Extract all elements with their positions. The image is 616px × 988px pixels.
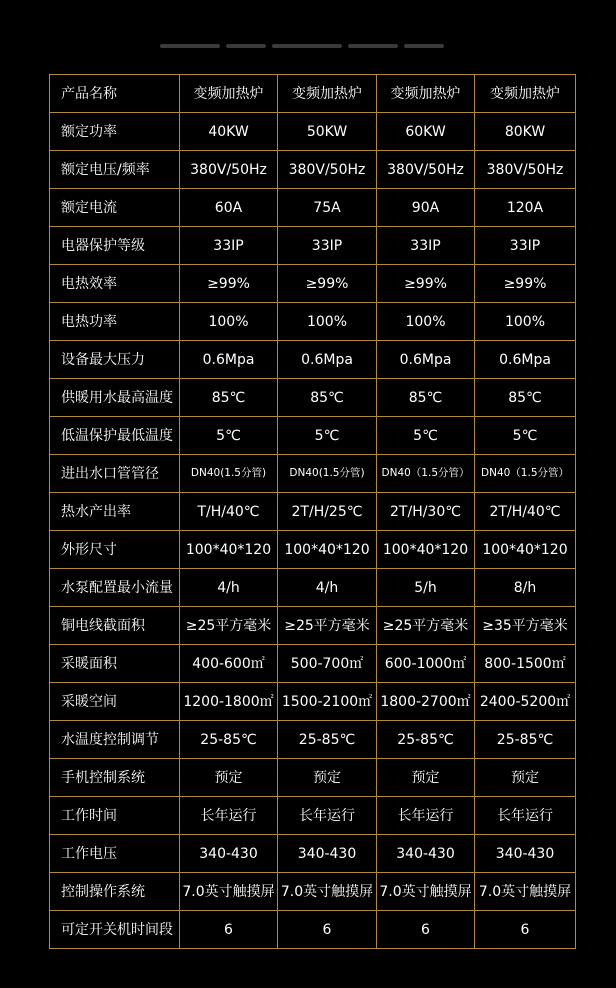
table-row [50, 417, 576, 455]
table-cell: 800-1500㎡ [475, 645, 576, 683]
row-label: 额定功率 [50, 113, 180, 151]
table-cell: 85℃ [278, 379, 377, 417]
table-row [50, 379, 576, 417]
table-row [50, 113, 576, 151]
table-cell: 5℃ [377, 417, 475, 455]
row-label: 工作电压 [50, 835, 180, 873]
table-cell: DN40（1.5分管） [377, 455, 475, 493]
table-cell: 5℃ [278, 417, 377, 455]
table-row [50, 303, 576, 341]
table-cell: 50KW [278, 113, 377, 151]
table-cell: 6 [278, 911, 377, 949]
table-cell: ≥99% [180, 265, 278, 303]
table-cell: 40KW [180, 113, 278, 151]
table-cell: 60KW [377, 113, 475, 151]
table-cell: 6 [475, 911, 576, 949]
table-cell: 25-85℃ [377, 721, 475, 759]
table-cell: DN40(1.5分管) [180, 455, 278, 493]
table-cell: 0.6Mpa [475, 341, 576, 379]
table-cell: 变频加热炉 [180, 75, 278, 113]
table-row [50, 227, 576, 265]
row-label: 采暖空间 [50, 683, 180, 721]
row-label: 水温度控制调节 [50, 721, 180, 759]
table-cell: 预定 [180, 759, 278, 797]
table-cell: 100% [180, 303, 278, 341]
table-cell: 2T/H/40℃ [475, 493, 576, 531]
row-label: 设备最大压力 [50, 341, 180, 379]
table-row [50, 455, 576, 493]
table-cell: 500-700㎡ [278, 645, 377, 683]
row-label: 可定开关机时间段 [50, 911, 180, 949]
table-row [50, 759, 576, 797]
row-label: 工作时间 [50, 797, 180, 835]
table-cell: 2400-5200㎡ [475, 683, 576, 721]
table-cell: 4/h [180, 569, 278, 607]
table-row [50, 151, 576, 189]
table-cell: 33IP [278, 227, 377, 265]
table-cell: 预定 [475, 759, 576, 797]
table-row [50, 911, 576, 949]
row-label: 额定电压/频率 [50, 151, 180, 189]
table-cell: 380V/50Hz [377, 151, 475, 189]
table-cell: 380V/50Hz [180, 151, 278, 189]
row-label: 进出水口管管径 [50, 455, 180, 493]
row-label: 低温保护最低温度 [50, 417, 180, 455]
table-row [50, 265, 576, 303]
table-cell: 7.0英寸触摸屏 [377, 873, 475, 911]
row-label: 外形尺寸 [50, 531, 180, 569]
table-cell: ≥25平方毫米 [180, 607, 278, 645]
table-cell: 变频加热炉 [475, 75, 576, 113]
table-cell: 0.6Mpa [278, 341, 377, 379]
table-cell: 8/h [475, 569, 576, 607]
table-cell: 7.0英寸触摸屏 [180, 873, 278, 911]
table-cell: 25-85℃ [180, 721, 278, 759]
table-cell: 340-430 [180, 835, 278, 873]
table-cell: 90A [377, 189, 475, 227]
row-label: 供暖用水最高温度 [50, 379, 180, 417]
table-row [50, 683, 576, 721]
table-cell: 340-430 [475, 835, 576, 873]
row-label: 采暖面积 [50, 645, 180, 683]
table-cell: 85℃ [475, 379, 576, 417]
table-cell: ≥99% [475, 265, 576, 303]
table-cell: 75A [278, 189, 377, 227]
row-label: 热水产出率 [50, 493, 180, 531]
table-row [50, 835, 576, 873]
table-cell: 100*40*120 [377, 531, 475, 569]
table-cell: 60A [180, 189, 278, 227]
table-row [50, 531, 576, 569]
table-cell: 2T/H/30℃ [377, 493, 475, 531]
table-cell: 380V/50Hz [278, 151, 377, 189]
table-row [50, 721, 576, 759]
table-cell: 100% [475, 303, 576, 341]
table-row [50, 797, 576, 835]
table-cell: 380V/50Hz [475, 151, 576, 189]
table-cell: ≥25平方毫米 [377, 607, 475, 645]
table-cell: 长年运行 [180, 797, 278, 835]
table-cell: 长年运行 [377, 797, 475, 835]
table-cell: 6 [180, 911, 278, 949]
table-cell: 7.0英寸触摸屏 [278, 873, 377, 911]
table-cell: 5/h [377, 569, 475, 607]
table-cell: 25-85℃ [278, 721, 377, 759]
row-label: 水泵配置最小流量 [50, 569, 180, 607]
row-label: 电器保护等级 [50, 227, 180, 265]
table-cell: 4/h [278, 569, 377, 607]
table-cell: 33IP [475, 227, 576, 265]
table-cell: 33IP [377, 227, 475, 265]
table-row [50, 607, 576, 645]
table-cell: 变频加热炉 [278, 75, 377, 113]
table-cell: 85℃ [377, 379, 475, 417]
table-cell: 120A [475, 189, 576, 227]
table-cell: 7.0英寸触摸屏 [475, 873, 576, 911]
table-cell: 长年运行 [475, 797, 576, 835]
table-cell: 5℃ [180, 417, 278, 455]
table-cell: 2T/H/25℃ [278, 493, 377, 531]
spec-table-body [50, 75, 576, 949]
table-cell: ≥25平方毫米 [278, 607, 377, 645]
table-cell: 1500-2100㎡ [278, 683, 377, 721]
table-row [50, 645, 576, 683]
row-label: 控制操作系统 [50, 873, 180, 911]
table-row [50, 75, 576, 113]
table-cell: 预定 [377, 759, 475, 797]
table-cell: 变频加热炉 [377, 75, 475, 113]
table-cell: 340-430 [377, 835, 475, 873]
table-cell: 预定 [278, 759, 377, 797]
table-row [50, 569, 576, 607]
row-label: 产品名称 [50, 75, 180, 113]
table-cell: 340-430 [278, 835, 377, 873]
table-cell: 100% [278, 303, 377, 341]
table-cell: 100*40*120 [475, 531, 576, 569]
row-label: 铜电线截面积 [50, 607, 180, 645]
table-cell: 600-1000㎡ [377, 645, 475, 683]
table-cell: 100*40*120 [180, 531, 278, 569]
table-cell: ≥99% [377, 265, 475, 303]
table-cell: 400-600㎡ [180, 645, 278, 683]
table-cell: 100% [377, 303, 475, 341]
table-cell: 85℃ [180, 379, 278, 417]
table-row [50, 493, 576, 531]
table-row [50, 873, 576, 911]
table-cell: 100*40*120 [278, 531, 377, 569]
row-label: 电热效率 [50, 265, 180, 303]
table-cell: 6 [377, 911, 475, 949]
table-cell: 25-85℃ [475, 721, 576, 759]
row-label: 额定电流 [50, 189, 180, 227]
table-cell: ≥35平方毫米 [475, 607, 576, 645]
row-label: 手机控制系统 [50, 759, 180, 797]
table-cell: DN40(1.5分管) [278, 455, 377, 493]
table-cell: T/H/40℃ [180, 493, 278, 531]
row-label: 电热功率 [50, 303, 180, 341]
table-cell: 33IP [180, 227, 278, 265]
table-cell: 1800-2700㎡ [377, 683, 475, 721]
table-cell: ≥99% [278, 265, 377, 303]
table-cell: 80KW [475, 113, 576, 151]
header-decoration [160, 36, 450, 56]
table-row [50, 189, 576, 227]
table-row [50, 341, 576, 379]
table-cell: 0.6Mpa [180, 341, 278, 379]
table-cell: DN40（1.5分管） [475, 455, 576, 493]
table-cell: 5℃ [475, 417, 576, 455]
table-cell: 长年运行 [278, 797, 377, 835]
spec-table [49, 74, 576, 949]
table-cell: 0.6Mpa [377, 341, 475, 379]
table-cell: 1200-1800㎡ [180, 683, 278, 721]
